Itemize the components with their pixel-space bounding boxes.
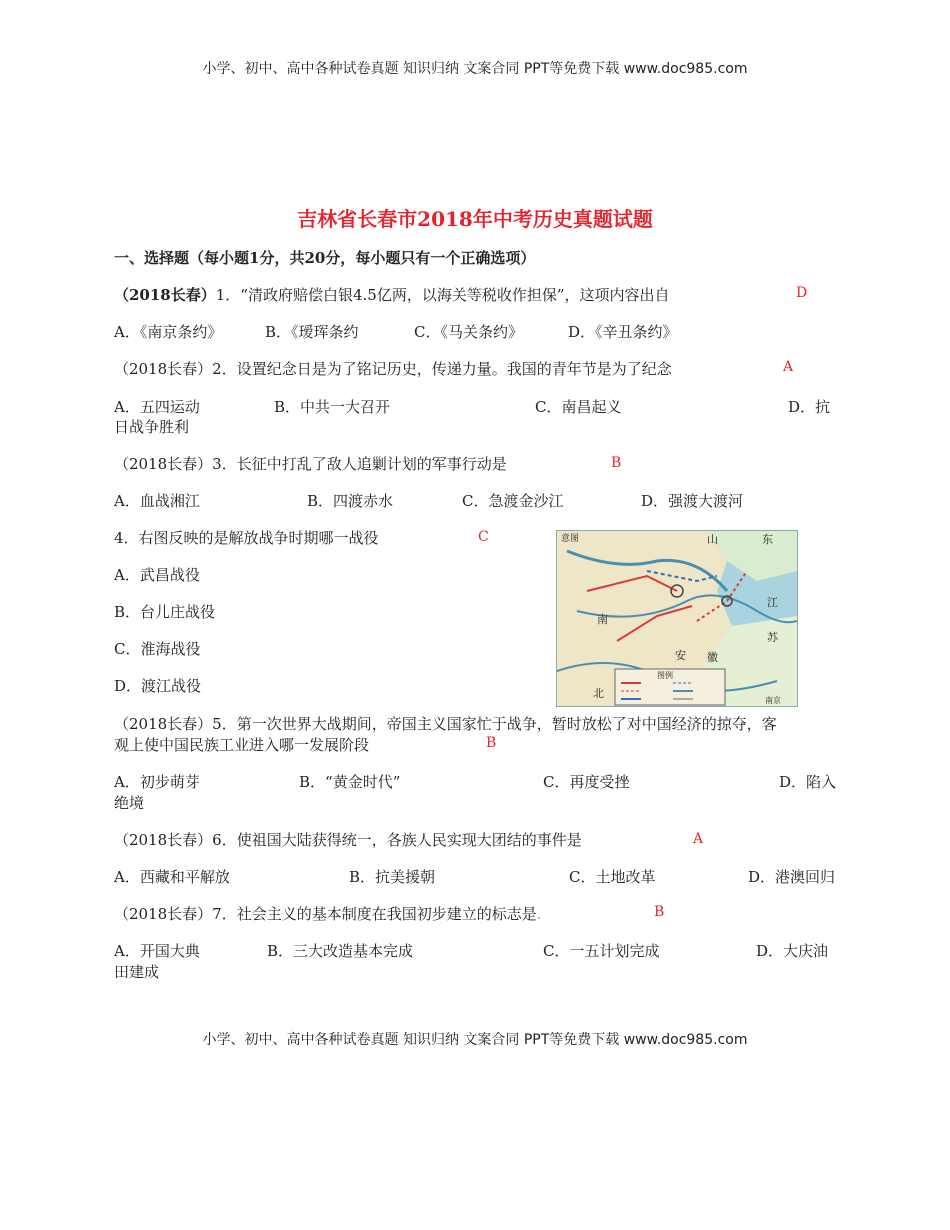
q3-answer: B bbox=[611, 455, 622, 471]
q6-option-b: B．抗美援朝 bbox=[349, 868, 436, 886]
map-label-bei: 北 bbox=[593, 687, 604, 700]
question-7 bbox=[114, 903, 542, 924]
question-3: （2018长春）3．长征中打乱了敌人追剿计划的军事行动是 bbox=[114, 455, 507, 473]
q5-option-c: C．再度受挫 bbox=[543, 773, 630, 791]
question-5-line2: 观上使中国民族工业进入哪一发展阶段 bbox=[114, 736, 370, 754]
q3-option-d: D．强渡大渡河 bbox=[641, 492, 744, 510]
q1-stem: 1．“清政府赔偿白银4.5亿两，以海关等税收作担保”，这项内容出自 bbox=[215, 286, 670, 304]
q7-option-b: B．三大改造基本完成 bbox=[267, 942, 414, 960]
q2-option-a: A．五四运动 bbox=[114, 398, 200, 416]
q6-option-c: C．土地改革 bbox=[569, 868, 656, 886]
q4-option-a: A．武昌战役 bbox=[114, 566, 200, 584]
question-6: （2018长春）6．使祖国大陆获得统一，各族人民实现大团结的事件是 bbox=[114, 831, 582, 849]
map-legend-title: 图例 bbox=[657, 671, 673, 680]
section-heading: 一、选择题（每小题1分，共20分，每小题只有一个正确选项） bbox=[114, 249, 536, 267]
q5-option-d-wrap: 绝境 bbox=[114, 794, 145, 812]
q6-option-d: D．港澳回归 bbox=[748, 868, 836, 886]
q4-option-b: B．台儿庄战役 bbox=[114, 603, 216, 621]
q7-answer: B bbox=[654, 904, 665, 920]
map-label-nanjing: 南京 bbox=[765, 696, 781, 705]
q3-option-b: B．四渡赤水 bbox=[307, 492, 394, 510]
q5-answer: B bbox=[486, 735, 497, 751]
q6-option-a: A．西藏和平解放 bbox=[114, 868, 230, 886]
map-label-dong: 东 bbox=[762, 533, 773, 546]
q2-option-d-wrap: 日战争胜利 bbox=[114, 418, 190, 436]
q1-option-b: B．《瑷珲条约 bbox=[265, 323, 359, 341]
map-label-intent: 意图 bbox=[561, 534, 580, 544]
q7-option-d-wrap: 田建成 bbox=[114, 963, 160, 981]
q4-option-d: D．渡江战役 bbox=[114, 677, 202, 695]
battle-map-figure bbox=[556, 530, 798, 707]
map-label-shan: 山 bbox=[707, 533, 718, 546]
page-footer: 小学、初中、高中各种试卷真题 知识归纳 文案合同 PPT等免费下载 www.doc985.com bbox=[202, 1032, 748, 1048]
q7-option-d: D．大庆油 bbox=[756, 942, 829, 960]
page-header: 小学、初中、高中各种试卷真题 知识归纳 文案合同 PPT等免费下载 www.doc985.com bbox=[202, 61, 748, 77]
q5-option-b: B．“黄金时代” bbox=[299, 773, 401, 791]
battle-map bbox=[557, 531, 797, 706]
q2-option-c: C．南昌起义 bbox=[535, 398, 622, 416]
q7-option-a: A．开国大典 bbox=[114, 942, 200, 960]
q6-answer: A bbox=[693, 831, 704, 847]
map-label-hui: 徽 bbox=[707, 651, 718, 664]
q3-option-c: C．急渡金沙江 bbox=[462, 492, 564, 510]
q7-stem: （2018长春）7．社会主义的基本制度在我国初步建立的标志是 bbox=[114, 905, 537, 923]
q1-option-d: D．《辛丑条约》 bbox=[568, 323, 678, 341]
q2-option-d: D．抗 bbox=[788, 398, 831, 416]
question-4: 4．右图反映的是解放战争时期哪一战役 bbox=[114, 529, 379, 547]
map-label-jiang: 江 bbox=[767, 596, 778, 609]
q3-option-a: A．血战湘江 bbox=[114, 492, 200, 510]
question-5: （2018长春）5．第一次世界大战期间，帝国主义国家忙于战争，暂时放松了对中国经济的掠夺，客 bbox=[114, 715, 777, 733]
q7-dot: . bbox=[536, 905, 542, 923]
map-label-an: 安 bbox=[675, 649, 686, 662]
question-2: （2018长春）2．设置纪念日是为了铭记历史，传递力量。我国的青年节是为了纪念 bbox=[114, 360, 672, 378]
page-title: 吉林省长春市2018年中考历史真题试题 bbox=[297, 207, 653, 231]
q1-option-c: C．《马关条约》 bbox=[414, 323, 523, 341]
q1-answer: D bbox=[796, 285, 808, 301]
q2-answer: A bbox=[783, 359, 794, 375]
map-label-su: 苏 bbox=[767, 631, 778, 644]
q5-option-d: D．陷入 bbox=[779, 773, 837, 791]
q4-answer: C bbox=[478, 529, 489, 545]
q2-option-b: B．中共一大召开 bbox=[274, 398, 391, 416]
q5-option-a: A．初步萌芽 bbox=[114, 773, 200, 791]
q1-source: （2018长春） bbox=[114, 286, 216, 304]
q1-option-a: A．《南京条约》 bbox=[114, 323, 223, 341]
q4-option-c: C．淮海战役 bbox=[114, 640, 201, 658]
question-1 bbox=[114, 284, 670, 305]
map-label-nan: 南 bbox=[597, 613, 608, 626]
q7-option-c: C．一五计划完成 bbox=[543, 942, 660, 960]
